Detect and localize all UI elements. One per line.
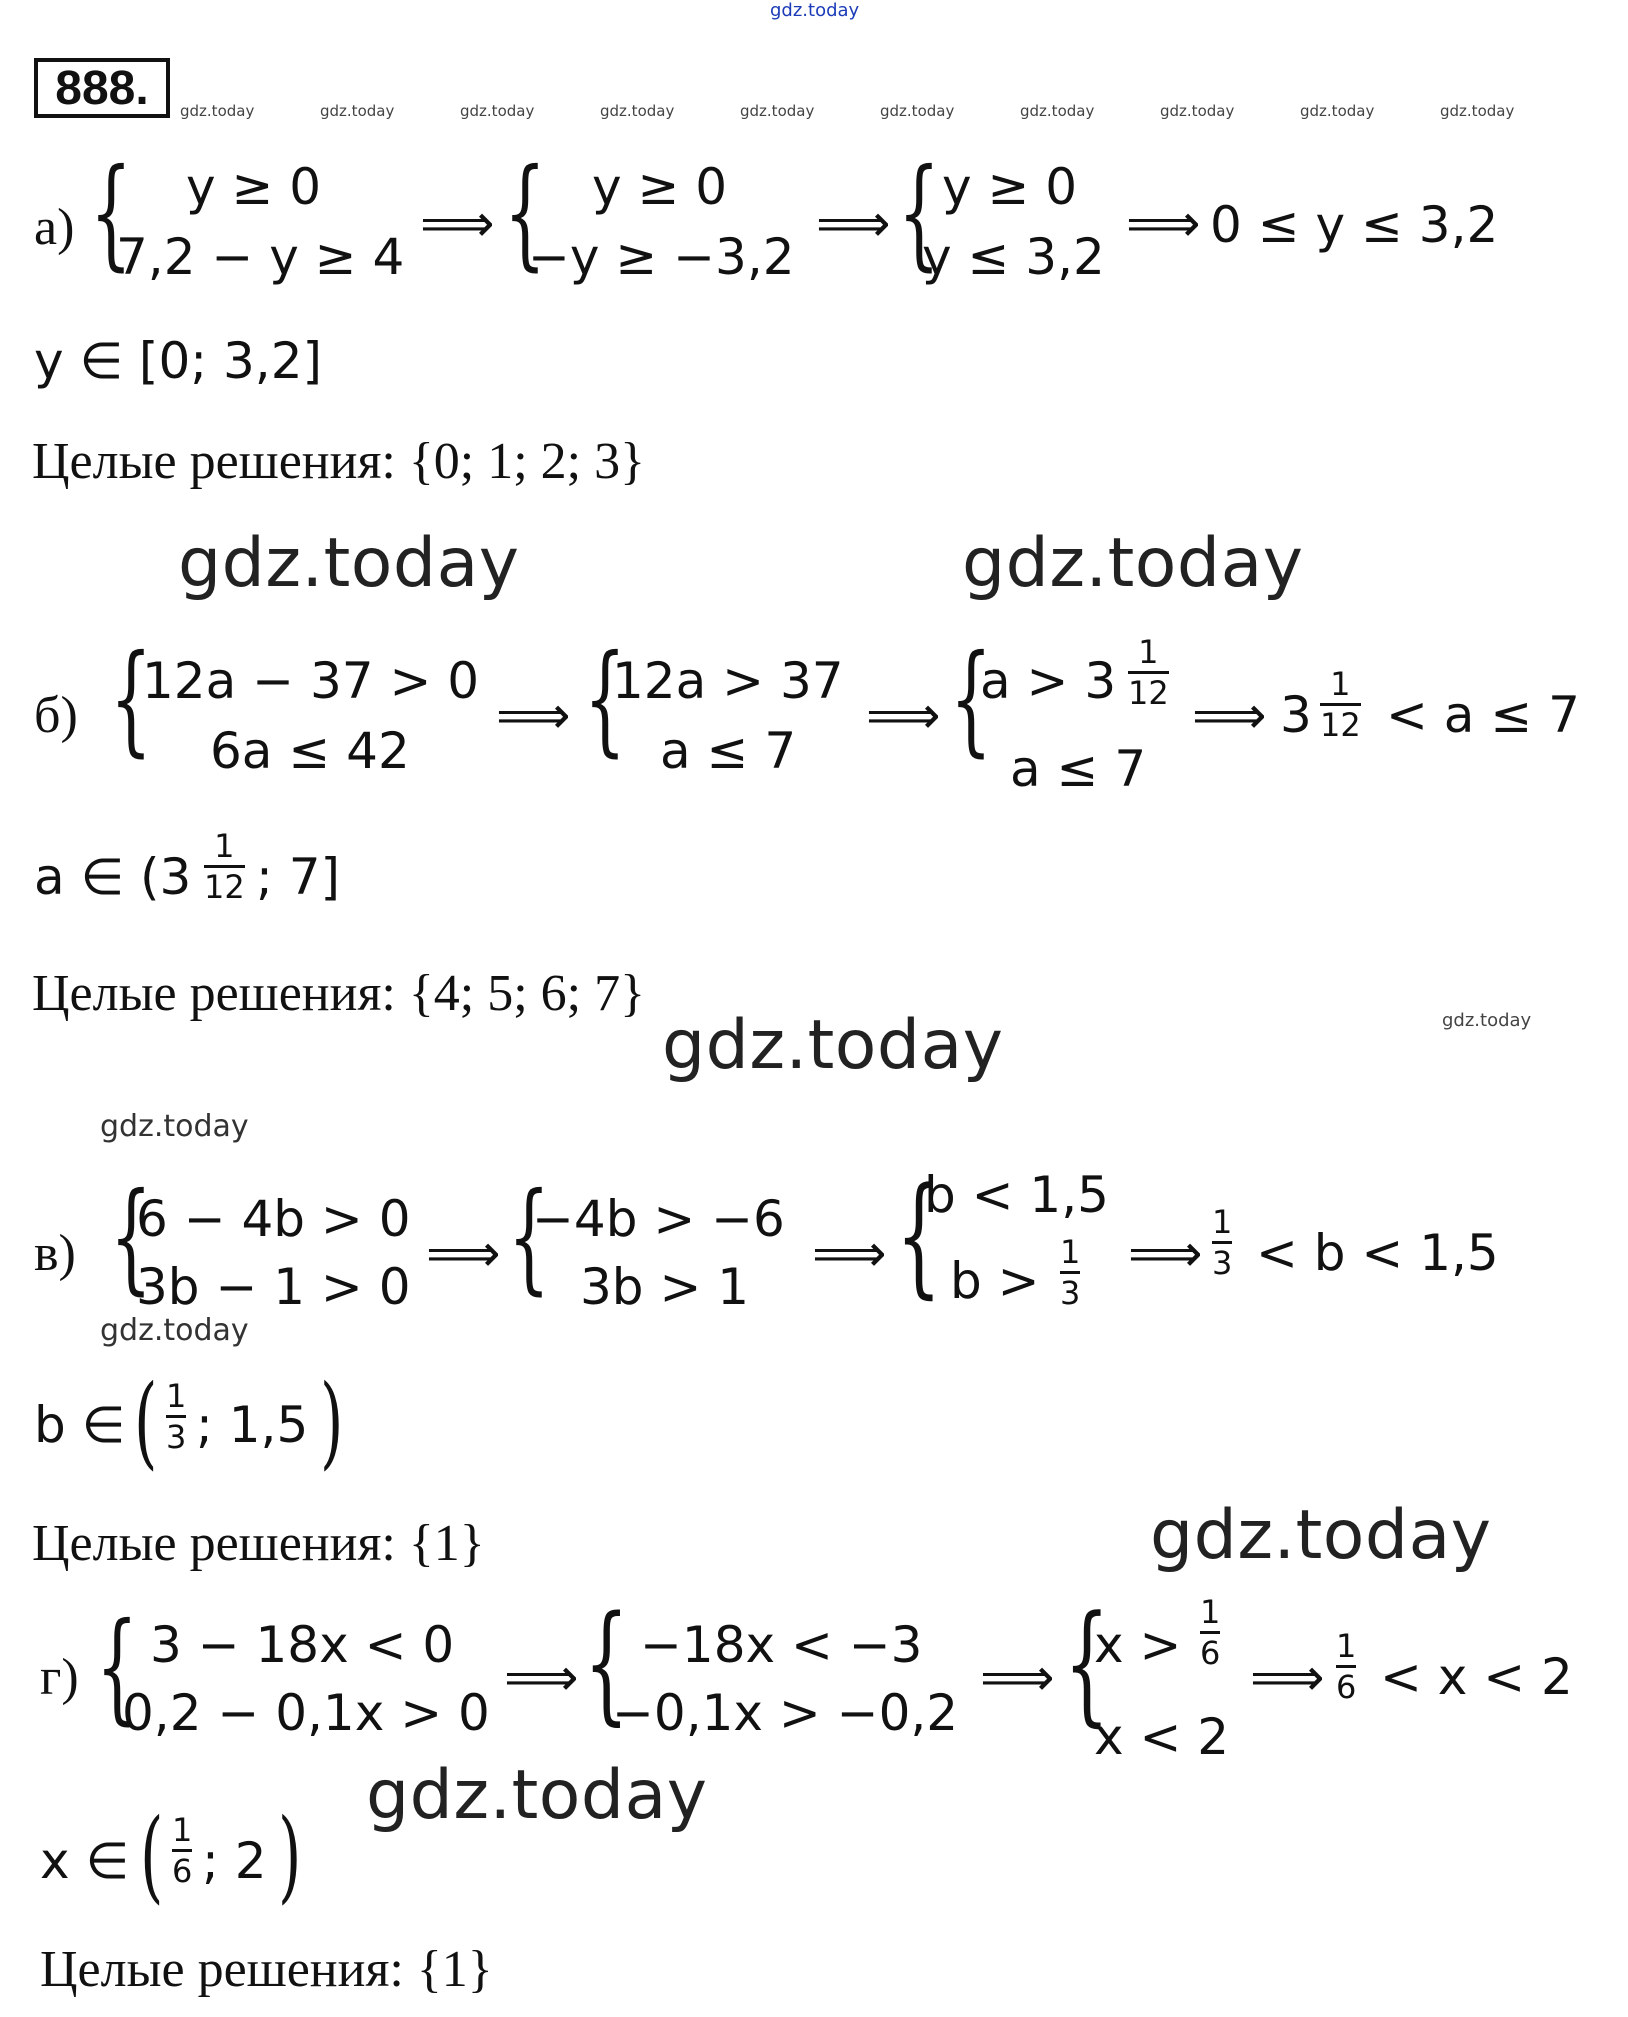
- fraction: 1 3: [166, 1377, 187, 1456]
- part-a-sys2-line1: y ≥ 0: [592, 158, 728, 216]
- part-b-label: б): [34, 687, 78, 744]
- watermark-small: gdz.today: [880, 102, 955, 120]
- part-b-sys3-line2: a ≤ 7: [1010, 740, 1147, 798]
- part-b-integer-solutions: Целые решения: {4; 5; 6; 7}: [32, 965, 646, 1022]
- fraction: 1 12: [1128, 633, 1169, 712]
- fraction: 1 6: [1336, 1627, 1357, 1706]
- part-a-interval: y ∈ [0; 3,2]: [34, 332, 323, 390]
- watermark-small: gdz.today: [1440, 102, 1515, 120]
- part-g-sys1-line2: 0,2 − 0,1x > 0: [122, 1684, 490, 1742]
- part-g-integer-solutions: Целые решения: {1}: [40, 1941, 493, 1998]
- part-b-sys2-line2: a ≤ 7: [660, 722, 797, 780]
- implies-arrow: ⟹: [1126, 194, 1201, 254]
- implies-arrow: ⟹: [426, 1224, 501, 1284]
- brace-icon: {: [508, 1168, 550, 1307]
- part-v-sys3-line2: b >: [950, 1252, 1040, 1310]
- part-a-sys1-line2: 7,2 − y ≥ 4: [116, 228, 405, 286]
- part-g-sys3-line1: x >: [1094, 1616, 1182, 1674]
- brace-icon: {: [504, 144, 546, 283]
- part-g-sys3-line2: x < 2: [1094, 1708, 1230, 1766]
- task-number: 888.: [34, 58, 170, 118]
- part-a-result: 0 ≤ y ≤ 3,2: [1210, 196, 1499, 254]
- fraction: 1 6: [1200, 1593, 1221, 1672]
- implies-arrow: ⟹: [866, 686, 941, 746]
- watermark-large: gdz.today: [366, 1756, 708, 1835]
- watermark-top: gdz.today: [770, 0, 860, 21]
- watermark-small: gdz.today: [1442, 1010, 1532, 1031]
- brace-icon: {: [950, 630, 992, 769]
- implies-arrow: ⟹: [812, 1224, 887, 1284]
- watermark-small: gdz.today: [600, 102, 675, 120]
- part-v-sys1-line2: 3b − 1 > 0: [136, 1258, 411, 1316]
- part-g-sys2-line1: −18x < −3: [640, 1616, 923, 1674]
- brace-icon: {: [110, 630, 152, 769]
- part-v-integer-solutions: Целые решения: {1}: [32, 1515, 485, 1572]
- part-a-label: а): [34, 199, 75, 256]
- part-v-sys2-line2: 3b > 1: [580, 1258, 750, 1316]
- part-b-result: < a ≤ 7: [1386, 686, 1580, 744]
- watermark-large: gdz.today: [1150, 1496, 1492, 1575]
- part-g-interval-prefix: x ∈: [40, 1832, 130, 1890]
- part-v-sys2-line1: −4b > −6: [532, 1190, 785, 1248]
- part-a-sys1-line1: y ≥ 0: [186, 158, 322, 216]
- part-b-interval-prefix: a ∈ (3: [34, 848, 192, 906]
- implies-arrow: ⟹: [420, 194, 495, 254]
- part-g-result: < x < 2: [1380, 1648, 1573, 1706]
- left-paren: (: [134, 1363, 158, 1480]
- part-b-sys3-line1: a > 3: [980, 652, 1117, 710]
- watermark-large: gdz.today: [178, 524, 520, 603]
- part-a-sys3-line2: y ≤ 3,2: [922, 228, 1105, 286]
- watermark-small: gdz.today: [180, 102, 255, 120]
- part-a-sys2-line2: −y ≥ −3,2: [528, 228, 795, 286]
- right-paren: ): [278, 1797, 302, 1914]
- part-b-sys1-line2: 6a ≤ 42: [210, 722, 410, 780]
- part-v-interval-suffix: ; 1,5: [196, 1396, 309, 1454]
- brace-icon: {: [896, 1159, 942, 1311]
- brace-icon: {: [90, 144, 132, 283]
- part-g-label: г): [40, 1649, 79, 1706]
- implies-arrow: ⟹: [1250, 1648, 1325, 1708]
- watermark-small: gdz.today: [1300, 102, 1375, 120]
- fraction: 1 3: [1060, 1233, 1081, 1312]
- fraction: 1 12: [204, 827, 245, 906]
- part-g-sys2-line2: −0,1x > −0,2: [612, 1684, 959, 1742]
- left-paren: (: [140, 1797, 164, 1914]
- right-paren: ): [320, 1363, 344, 1480]
- fraction: 1 12: [1320, 665, 1361, 744]
- brace-icon: {: [110, 1168, 152, 1307]
- brace-icon: {: [898, 144, 940, 283]
- implies-arrow: ⟹: [980, 1648, 1055, 1708]
- part-b-result-prefix: 3: [1280, 686, 1312, 744]
- implies-arrow: ⟹: [496, 686, 571, 746]
- part-g-sys1-line1: 3 − 18x < 0: [150, 1616, 455, 1674]
- part-b-interval-suffix: ; 7]: [256, 848, 341, 906]
- part-v-interval-prefix: b ∈: [34, 1396, 126, 1454]
- implies-arrow: ⟹: [816, 194, 891, 254]
- brace-icon: {: [584, 1589, 629, 1738]
- watermark-small: gdz.today: [740, 102, 815, 120]
- part-v-label: в): [34, 1225, 76, 1282]
- implies-arrow: ⟹: [504, 1648, 579, 1708]
- brace-icon: {: [1064, 1587, 1110, 1739]
- fraction: 1 3: [1212, 1203, 1233, 1282]
- brace-icon: {: [584, 630, 626, 769]
- watermark-small: gdz.today: [320, 102, 395, 120]
- brace-icon: {: [96, 1598, 138, 1737]
- watermark-small: gdz.today: [460, 102, 535, 120]
- part-v-sys1-line1: 6 − 4b > 0: [136, 1190, 411, 1248]
- part-b-sys2-line1: 12a > 37: [612, 652, 844, 710]
- part-v-sys3-line1: b < 1,5: [924, 1166, 1109, 1224]
- watermark-medium: gdz.today: [100, 1313, 249, 1348]
- implies-arrow: ⟹: [1192, 686, 1267, 746]
- implies-arrow: ⟹: [1128, 1224, 1203, 1284]
- part-a-sys3-line1: y ≥ 0: [942, 158, 1078, 216]
- watermark-large: gdz.today: [962, 524, 1304, 603]
- part-v-result: < b < 1,5: [1256, 1224, 1499, 1282]
- watermark-small: gdz.today: [1160, 102, 1235, 120]
- part-a-integer-solutions: Целые решения: {0; 1; 2; 3}: [32, 433, 646, 490]
- watermark-large: gdz.today: [662, 1006, 1004, 1085]
- watermark-medium: gdz.today: [100, 1109, 249, 1144]
- watermark-small: gdz.today: [1020, 102, 1095, 120]
- fraction: 1 6: [172, 1811, 193, 1890]
- part-b-sys1-line1: 12a − 37 > 0: [142, 652, 480, 710]
- part-g-interval-suffix: ; 2: [202, 1832, 267, 1890]
